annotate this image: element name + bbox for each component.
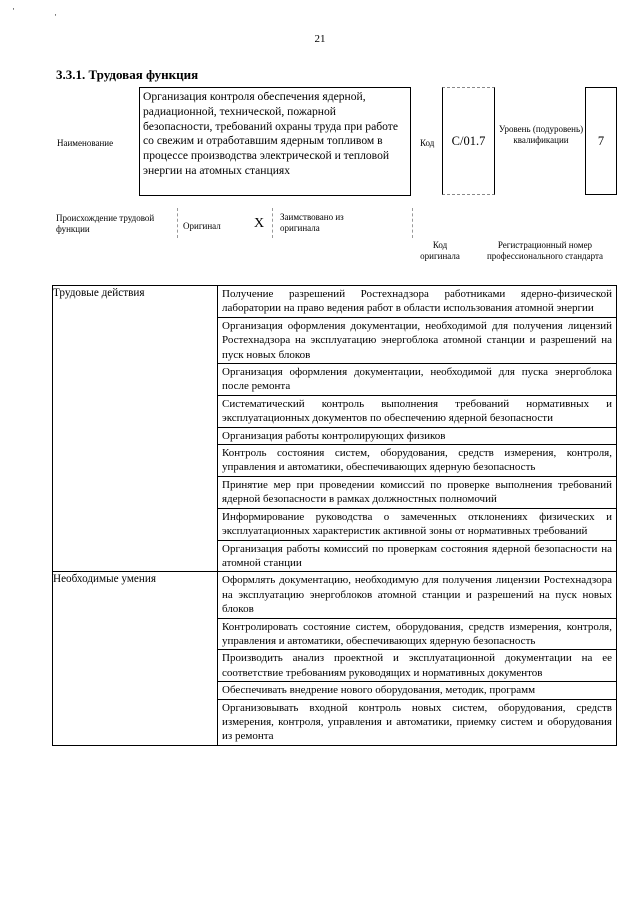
list-item: Организовывать входной контроль новых систем, оборудования, средств измерения, контроля, управления и автоматики, приемку систем и оборудования из ремонта	[218, 699, 616, 745]
skills-list	[218, 572, 617, 745]
page-number: 21	[314, 33, 326, 45]
list-item: Организация работы контролирующих физиков	[218, 427, 616, 444]
list-item: Получение разрешений Ростехнадзора работниками ядерно-физической лаборатории на право ведения работ в области использования атомной энергии	[222, 288, 612, 315]
name-label: Наименование	[57, 138, 114, 148]
qualification-level-value: 7	[585, 87, 617, 195]
skills-label: Необходимые умения	[53, 572, 218, 745]
section-title: 3.3.1. Трудовая функция	[56, 67, 199, 82]
function-details-table	[52, 285, 617, 746]
origin-divider	[177, 208, 178, 238]
list-item: Производить анализ проектной и эксплуатационной документации на ее соответствие требованиям руководящих и нормативных документов	[218, 649, 616, 681]
qualification-level-label: Уровень (подуровень) квалификации	[498, 124, 584, 145]
list-item: Организация оформления документации, необходимой для пуска энергоблока после ремонта	[218, 363, 616, 395]
scan-mark-left: ·	[12, 4, 15, 14]
skills-row	[53, 572, 617, 745]
list-item: Контролировать состояние систем, оборудования, средств измерения, контроля, управления и автоматики, обеспечивающих ядерную безопасность	[218, 618, 616, 650]
list-item: Информирование руководства о замеченных отклонениях физических и эксплуатационных характеристик активной зоны от нормативных требований	[218, 508, 616, 540]
function-name-box: Организация контроля обеспечения ядерной, радиационной, технической, пожарной безопасности, требований охраны труда при работе со свежим и отработавшим ядерным топливом в процессе производства электрической и тепловой энергии на атомных станциях	[139, 87, 411, 196]
code-label: Код	[420, 138, 435, 148]
borrowed-divider	[272, 208, 273, 238]
list-item: Систематический контроль выполнения требований нормативных и эксплуатационных документов по обеспечению ядерной безопасности	[218, 395, 616, 427]
code-value: C/01.7	[442, 87, 495, 195]
labor-actions-label: Трудовые действия	[53, 286, 218, 572]
list-item: Организация работы комиссий по проверкам состояния ядерной безопасности на атомной станции	[218, 540, 616, 572]
scan-mark-right: ·	[54, 10, 57, 20]
list-item: Контроль состояния систем, оборудования, средств измерения, контроля, управления и автоматики, обеспечивающих ядерную безопасность	[218, 444, 616, 476]
origin-label: Происхождение трудовой функции	[56, 213, 155, 234]
list-item: Принятие мер при проведении комиссий по проверке выполнения требований ядерной безопасности в рамках должностных полномочий	[218, 476, 616, 508]
code-divider	[412, 208, 413, 238]
labor-actions-list	[218, 286, 617, 572]
code-of-original-label: Код оригинала	[420, 240, 460, 261]
original-mark: X	[254, 216, 265, 231]
list-item: Оформлять документацию, необходимую для получения лицензии Ростехнадзора на эксплуатацию энергоблоков атомной станции и разрешений на пуск новых блоков	[222, 574, 612, 616]
original-label: Оригинал	[183, 221, 221, 231]
list-item: Организация оформления документации, необходимой для получения лицензий Ростехнадзора на эксплуатацию энергоблока атомной станции и разрешений на пуск новых блоков	[218, 317, 616, 363]
list-item: Обеспечивать внедрение нового оборудования, методик, программ	[218, 681, 616, 698]
registration-number-label: Регистрационный номер профессионального стандарта	[486, 240, 604, 261]
borrowed-label: Заимствовано из оригинала	[280, 212, 344, 233]
labor-actions-row	[53, 286, 617, 572]
